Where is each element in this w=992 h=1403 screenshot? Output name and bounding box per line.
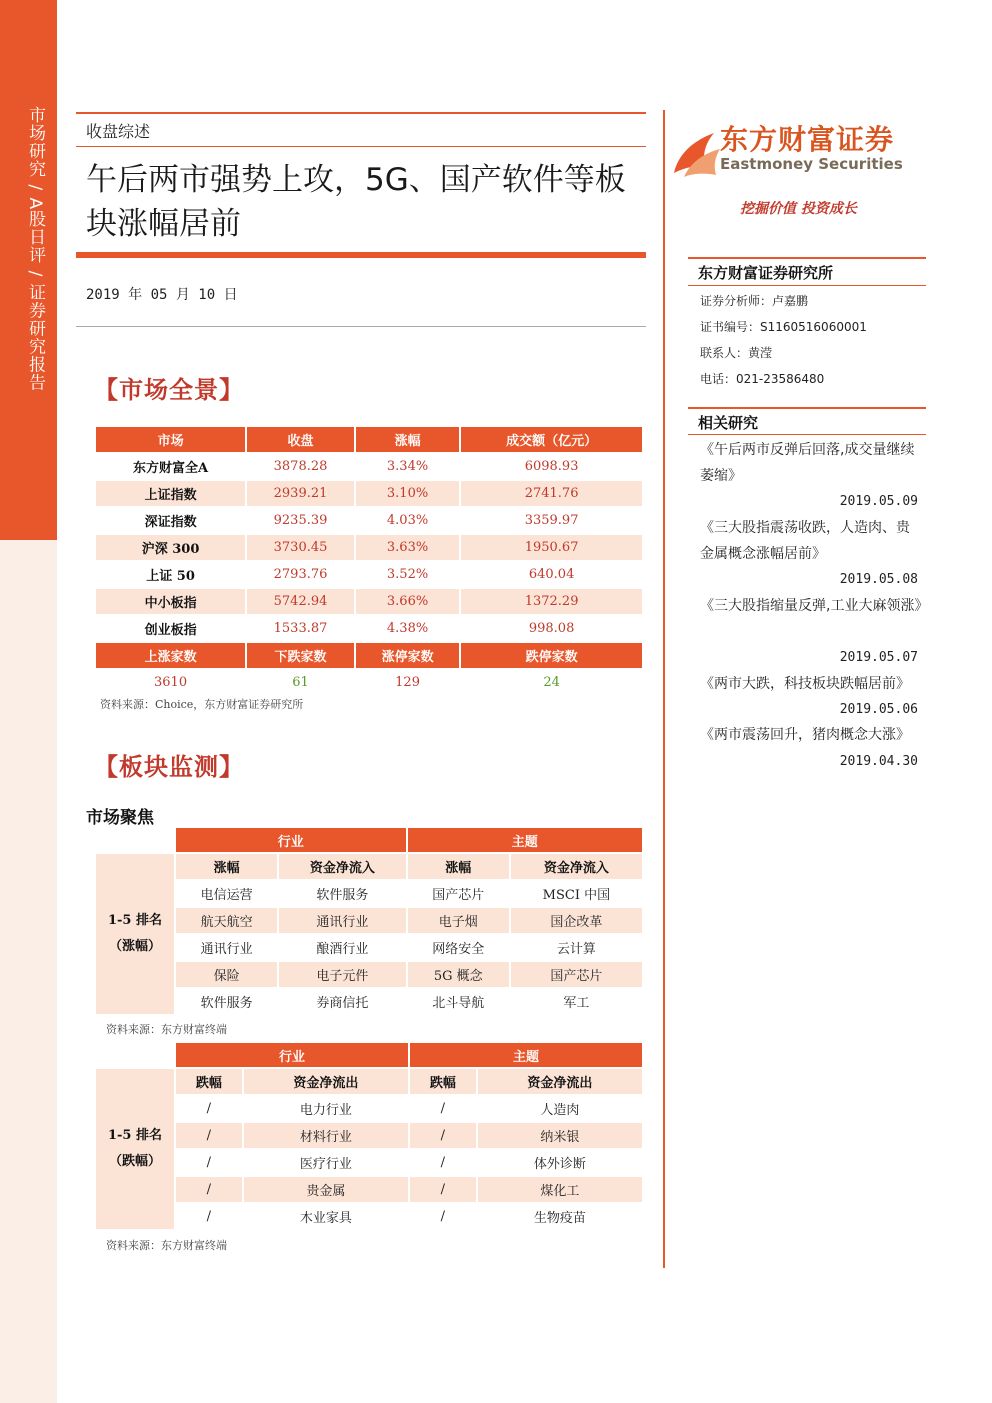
table-cell: 券商信托 <box>316 996 369 1011</box>
turnover-value: 2741.76 <box>461 481 642 506</box>
change-value: 3.10% <box>356 481 459 506</box>
table-cell: 通讯行业 <box>200 942 253 957</box>
sub-header-row <box>96 1069 642 1094</box>
index-name: 上证 50 <box>146 569 195 584</box>
table-cell: 软件服务 <box>200 996 253 1011</box>
group-header-industry: 行业 <box>176 828 406 852</box>
title-bottom-bar <box>76 252 646 258</box>
report-date: 2019 年 05 月 10 日 <box>86 287 238 303</box>
table-cell: 网络安全 <box>432 942 485 957</box>
turnover-value: 6098.93 <box>524 459 579 474</box>
table-cell: 国产芯片 <box>432 888 485 903</box>
sector-monitor-heading: 【板块监测】 <box>94 752 244 781</box>
decliners-count: 61 <box>292 675 309 690</box>
table-cell: 软件服务 <box>316 888 369 903</box>
section-label: 收盘综述 <box>86 122 151 141</box>
table-cell: / <box>206 1101 212 1116</box>
table-cell: / <box>410 1177 476 1202</box>
brand-name-cn: 东方财富证券 <box>720 123 895 156</box>
market-overview-heading: 【市场全景】 <box>94 375 244 404</box>
phone-info: 电话：021-23586480 <box>700 372 825 386</box>
table-cell: 保险 <box>176 962 277 987</box>
change-value: 3.66% <box>356 589 459 614</box>
table-cell: 体外诊断 <box>533 1157 586 1172</box>
table-row <box>96 562 642 587</box>
table-cell: / <box>206 1209 212 1224</box>
close-value: 3878.28 <box>273 459 328 474</box>
market-overview-table <box>94 425 644 697</box>
rank-label: 1-5 排名 （跌幅） <box>96 1069 174 1229</box>
column-header: 收盘 <box>247 427 354 452</box>
stats-header: 上涨家数 <box>96 643 245 668</box>
column-divider <box>663 110 665 1268</box>
page-title: 午后两市强势上攻，5G、国产软件等板块涨幅居前 <box>86 162 626 242</box>
change-value: 4.03% <box>386 513 429 528</box>
stats-row <box>96 670 642 695</box>
related-report-date: 2019.05.09 <box>839 494 918 509</box>
table-cell: 煤化工 <box>478 1177 642 1202</box>
institute-rule <box>688 285 926 286</box>
table-cell: 通讯行业 <box>279 908 405 933</box>
related-report-link[interactable]: 《午后两市反弹后回落,成交量继续萎缩》 <box>700 442 915 484</box>
institute-top-rule <box>688 257 926 259</box>
related-rule <box>688 434 926 435</box>
sub-header: 跌幅 <box>176 1069 242 1094</box>
change-value: 4.38% <box>386 621 429 636</box>
analyst-info: 证券分析师：卢嘉鹏 <box>700 294 809 308</box>
table-cell: 5G 概念 <box>408 962 509 987</box>
table-cell: / <box>410 1123 476 1148</box>
blank-cell <box>96 828 174 852</box>
rank-label: 1-5 排名 （涨幅） <box>96 854 174 1014</box>
table-cell: / <box>440 1209 446 1224</box>
table-cell: 酿酒行业 <box>316 942 369 957</box>
table-row <box>96 616 642 641</box>
related-top-rule <box>688 407 926 409</box>
table-cell: / <box>176 1177 242 1202</box>
sector-gainers-table <box>94 826 644 1016</box>
table-cell: 北斗导航 <box>432 996 485 1011</box>
stats-header: 涨停家数 <box>356 643 459 668</box>
table-row <box>96 962 642 987</box>
table-row <box>96 454 642 479</box>
column-header: 市场 <box>96 427 245 452</box>
index-name: 上证指数 <box>96 481 245 506</box>
related-report-date: 2019.05.08 <box>839 572 918 587</box>
column-header: 成交额（亿元） <box>461 427 642 452</box>
table-cell: 纳米银 <box>478 1123 642 1148</box>
related-report-link[interactable]: 《三大股指缩量反弹,工业大麻领涨》 <box>700 598 929 614</box>
table-cell: 电信运营 <box>200 888 253 903</box>
sidebar <box>0 0 57 1403</box>
close-value: 9235.39 <box>273 513 328 528</box>
table-row <box>96 881 642 906</box>
license-info: 证书编号：S1160516060001 <box>700 320 867 334</box>
close-value: 3730.45 <box>247 535 354 560</box>
header-rule <box>76 146 646 147</box>
table-cell: 医疗行业 <box>299 1157 352 1172</box>
institute-title: 东方财富证券研究所 <box>698 264 834 282</box>
limit-down-count: 24 <box>543 675 560 690</box>
sub-header: 资金净流入 <box>511 854 642 879</box>
stats-header: 跌停家数 <box>461 643 642 668</box>
table-cell: 材料行业 <box>244 1123 408 1148</box>
index-name: 深证指数 <box>144 515 197 530</box>
sidebar-category-text: 市场研究 / A股日评 / 证券研究报告 <box>25 106 45 392</box>
turnover-value: 1372.29 <box>461 589 642 614</box>
sub-header: 涨幅 <box>176 854 277 879</box>
index-name: 创业板指 <box>144 623 197 638</box>
table-row <box>96 908 642 933</box>
table-cell: 国企改革 <box>511 908 642 933</box>
table-cell: MSCI 中国 <box>542 888 611 903</box>
related-report-date: 2019.04.30 <box>839 754 918 769</box>
turnover-value: 998.08 <box>528 621 575 636</box>
gainers-source-note: 资料来源：东方财富终端 <box>106 1023 227 1036</box>
table-cell: 人造肉 <box>540 1103 580 1118</box>
table-cell: / <box>440 1101 446 1116</box>
group-header-row <box>96 1043 642 1067</box>
close-value: 5742.94 <box>247 589 354 614</box>
brand-slogan: 挖掘价值 投资成长 <box>740 201 857 217</box>
sub-header: 资金净流出 <box>244 1069 408 1094</box>
sub-header-row <box>96 854 642 879</box>
table-cell: 航天航空 <box>176 908 277 933</box>
table-cell: 军工 <box>563 996 590 1011</box>
table-cell: 贵金属 <box>244 1177 408 1202</box>
table-cell: 木业家具 <box>299 1211 352 1226</box>
table-row <box>96 1123 642 1148</box>
index-name: 沪深 300 <box>96 535 245 560</box>
table-cell: 电力行业 <box>299 1103 352 1118</box>
turnover-value: 1950.67 <box>461 535 642 560</box>
group-header-row <box>96 828 642 852</box>
related-report-date: 2019.05.06 <box>839 702 918 717</box>
related-report-link[interactable]: 《三大股指震荡收跌，人造肉、贵金属概念涨幅居前》 <box>700 520 910 562</box>
change-value: 3.52% <box>386 567 429 582</box>
turnover-value: 3359.97 <box>524 513 579 528</box>
change-value: 3.63% <box>356 535 459 560</box>
sector-decliners-table <box>94 1041 644 1231</box>
table-row <box>96 1204 642 1229</box>
table-cell: / <box>440 1155 446 1170</box>
table-row <box>96 481 642 506</box>
table-header-row <box>96 427 642 452</box>
table-cell: / <box>206 1155 212 1170</box>
related-report-date: 2019.05.07 <box>839 650 918 665</box>
change-value: 3.34% <box>386 459 429 474</box>
table-row <box>96 935 642 960</box>
header-top-rule <box>76 112 646 114</box>
index-name: 中小板指 <box>96 589 245 614</box>
stats-header-row <box>96 643 642 668</box>
date-rule <box>76 326 646 327</box>
column-header: 涨幅 <box>356 427 459 452</box>
sub-header: 跌幅 <box>410 1069 476 1094</box>
market-source-note: 资料来源：Choice，东方财富证券研究所 <box>100 698 304 711</box>
close-value: 2793.76 <box>273 567 328 582</box>
table-cell: / <box>176 1123 242 1148</box>
stats-header: 下跌家数 <box>247 643 354 668</box>
group-header-theme: 主题 <box>408 828 642 852</box>
related-report-link[interactable]: 《两市大跌，科技板块跌幅居前》 <box>700 676 910 692</box>
market-focus-title: 市场聚焦 <box>86 808 154 828</box>
table-cell: 电子元件 <box>279 962 405 987</box>
table-cell: 国产芯片 <box>511 962 642 987</box>
table-cell: 生物疫苗 <box>533 1211 586 1226</box>
contact-info: 联系人：黄滢 <box>700 346 773 360</box>
table-row <box>96 589 642 614</box>
table-row <box>96 1150 642 1175</box>
blank-cell <box>96 1043 174 1067</box>
sub-header: 资金净流出 <box>478 1069 642 1094</box>
related-report-link[interactable]: 《两市震荡回升，猪肉概念大涨》 <box>700 727 910 743</box>
table-cell: 电子烟 <box>408 908 509 933</box>
sub-header: 涨幅 <box>408 854 509 879</box>
table-row <box>96 508 642 533</box>
table-row <box>96 1096 642 1121</box>
close-value: 2939.21 <box>247 481 354 506</box>
group-header-theme: 主题 <box>410 1043 642 1067</box>
related-research-title: 相关研究 <box>698 414 759 432</box>
group-header-industry: 行业 <box>176 1043 408 1067</box>
close-value: 1533.87 <box>273 621 328 636</box>
table-cell: 云计算 <box>556 942 596 957</box>
limit-up-count: 129 <box>395 675 420 690</box>
table-row <box>96 535 642 560</box>
brand-name-en: Eastmoney Securities <box>720 155 903 173</box>
table-row <box>96 989 642 1014</box>
sub-header: 资金净流入 <box>279 854 405 879</box>
table-row <box>96 1177 642 1202</box>
index-name: 东方财富全A <box>133 461 209 476</box>
decliners-source-note: 资料来源：东方财富终端 <box>106 1239 227 1252</box>
advancers-count: 3610 <box>154 675 188 690</box>
turnover-value: 640.04 <box>528 567 575 582</box>
